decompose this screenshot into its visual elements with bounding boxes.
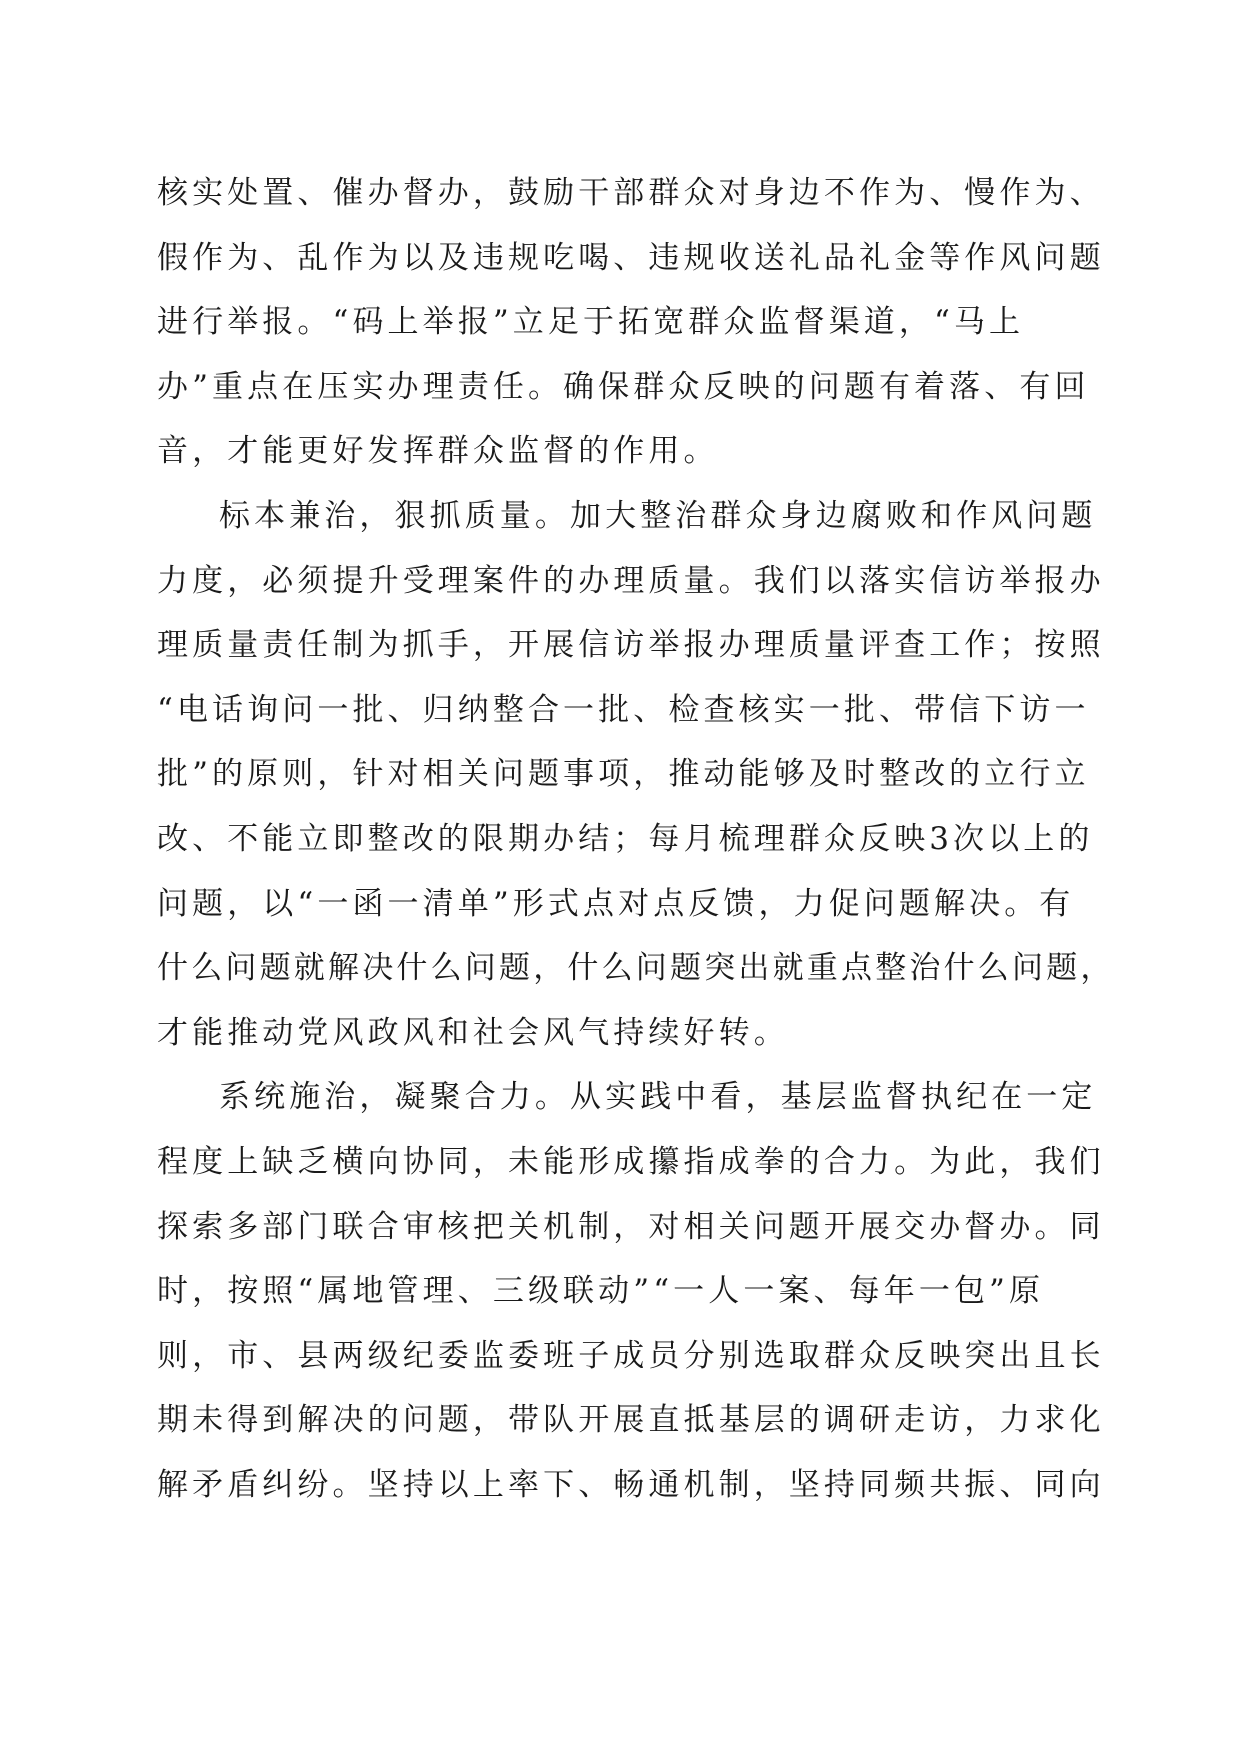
text-line: 系统施治，凝聚合力。从实践中看，基层监督执纪在一定 [219, 1079, 1097, 1116]
text-line: 期未得到解决的问题，带队开展直抵基层的调研走访，力求化 [157, 1402, 1105, 1439]
text-line: 时，按照“属地管理、三级联动”“一人一案、每年一包”原 [157, 1273, 1045, 1310]
text-line: 则，市、县两级纪委监委班子成员分别选取群众反映突出且长 [157, 1337, 1105, 1374]
text-line: 办”重点在压实办理责任。确保群众反映的问题有着落、有回 [157, 368, 1090, 405]
text-line: 批”的原则，针对相关问题事项，推动能够及时整改的立行立 [157, 756, 1090, 793]
text-line: 改、不能立即整改的限期办结；每月梳理群众反映3次以上的 [157, 820, 1094, 857]
text-line: 才能推动党风政风和社会风气持续好转。 [157, 1014, 789, 1051]
text-line: 解矛盾纠纷。坚持以上率下、畅通机制，坚持同频共振、同向 [157, 1466, 1105, 1503]
text-line: 标本兼治，狠抓质量。加大整治群众身边腐败和作风问题 [219, 497, 1097, 534]
text-line: 音，才能更好发挥群众监督的作用。 [157, 433, 719, 470]
body-text [157, 161, 1115, 1517]
text-line: 进行举报。“码上举报”立足于拓宽群众监督渠道，“马上 [157, 304, 1025, 341]
text-line: 程度上缺乏横向协同，未能形成攥指成拳的合力。为此，我们 [157, 1143, 1105, 1180]
text-line: 假作为、乱作为以及违规吃喝、违规收送礼品礼金等作风问题 [157, 239, 1105, 276]
paragraph-2 [157, 484, 1115, 1065]
text-line: 力度，必须提升受理案件的办理质量。我们以落实信访举报办 [157, 562, 1105, 599]
text-line: 核实处置、催办督办，鼓励干部群众对身边不作为、慢作为、 [157, 175, 1105, 211]
text-line: 探索多部门联合审核把关机制，对相关问题开展交办督办。同 [157, 1208, 1105, 1245]
paragraph-3 [157, 1065, 1105, 1517]
text-line: “电话询问一批、归纳整合一批、检查核实一批、带信下访一 [157, 691, 1090, 728]
text-line: 理质量责任制为抓手，开展信访举报办理质量评查工作；按照 [157, 627, 1105, 664]
text-line: 什么问题就解决什么问题，什么问题突出就重点整治什么问题， [157, 950, 1115, 987]
text-line: 问题，以“一函一清单”形式点对点反馈，力促问题解决。有 [157, 885, 1075, 922]
paragraph-1 [157, 161, 1105, 484]
